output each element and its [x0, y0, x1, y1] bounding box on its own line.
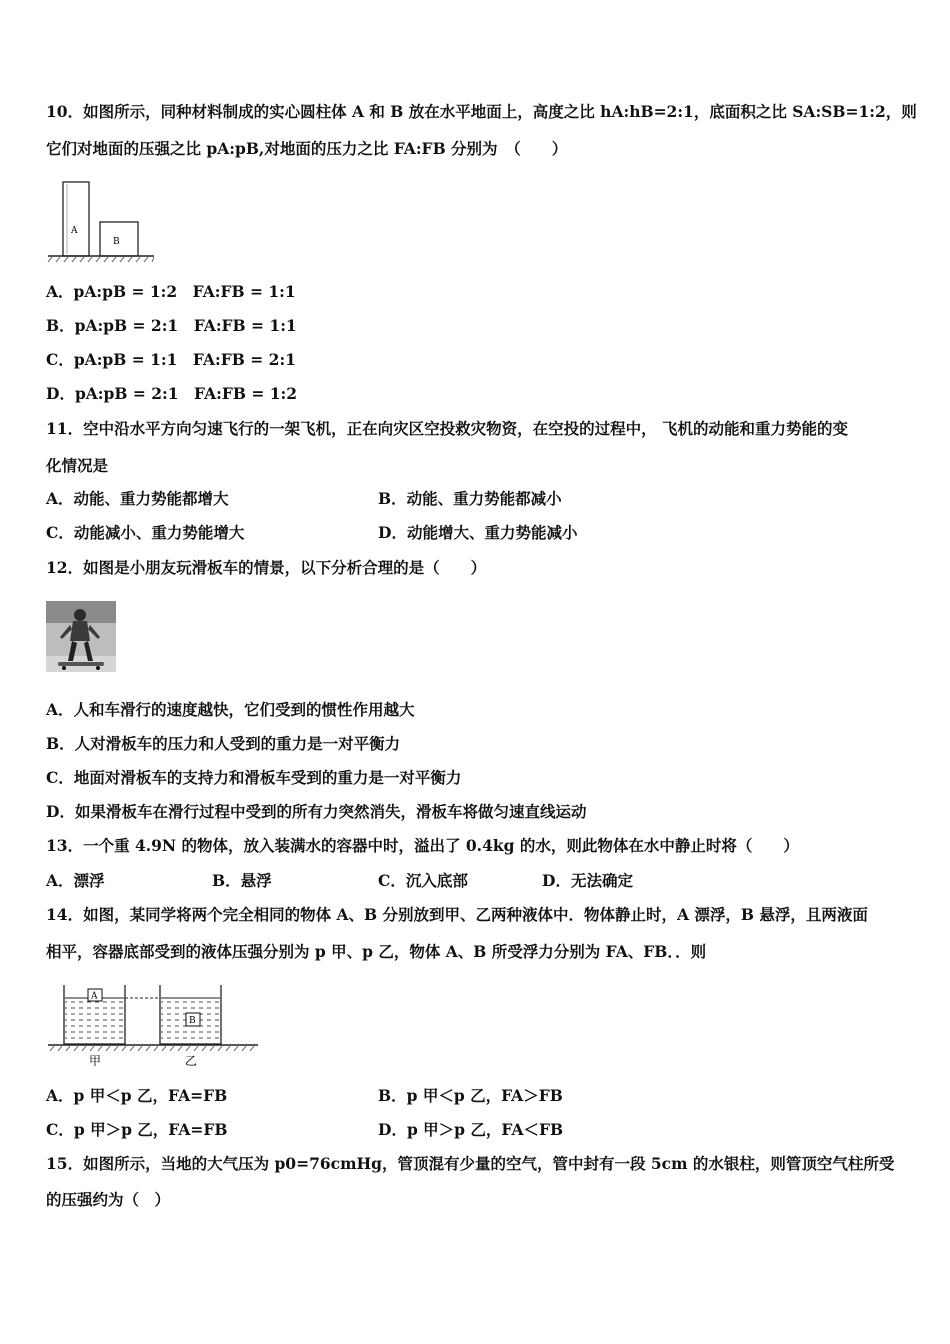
q11-option-b: B．动能、重力势能都减小 [378, 489, 562, 508]
q10-option-c: C．pA:pB = 1:1 FA:FB = 2:1 [46, 350, 296, 369]
skateboard-photo [46, 601, 116, 672]
q13-option-d: D．无法确定 [542, 871, 633, 890]
q12-option-b: B．人对滑板车的压力和人受到的重力是一对平衡力 [46, 734, 401, 753]
q11-stem-line1: 11．空中沿水平方向匀速飞行的一架飞机，正在向灾区空投救灾物资，在空投的过程中， 飞机的动能和重力势能的变 [46, 419, 848, 438]
q12-option-a: A．人和车滑行的速度越快，它们受到的惯性作用越大 [46, 700, 415, 719]
q15-stem-line2: 的压强约为（ ） [46, 1190, 171, 1209]
q11-option-d: D．动能增大、重力势能减小 [378, 523, 578, 542]
container-jia-label: 甲 [89, 1054, 102, 1068]
q13-option-c: C．沉入底部 [378, 871, 468, 890]
object-a-label: A [91, 991, 98, 1002]
cylinder-b-label: B [113, 237, 120, 247]
object-b-label: B [189, 1016, 196, 1026]
q10-option-a: A．pA:pB = 1:2 FA:FB = 1:1 [46, 282, 296, 301]
q14-stem-line1: 14．如图，某同学将两个完全相同的物体 A、B 分别放到甲、乙两种液体中．物体静止时，A 漂浮，B 悬浮，且两液面 [46, 905, 868, 924]
q10-stem-line2: 它们对地面的压强之比 pA:pB,对地面的压力之比 FA:FB 分别为 （ ） [46, 139, 568, 158]
q13-stem-line1: 13．一个重 4.9N 的物体，放入装满水的容器中时，溢出了 0.4kg 的水，则此物体在水中静止时将（ ） [46, 836, 799, 855]
q13-option-a: A．漂浮 [46, 871, 105, 890]
q11-option-c: C．动能减小、重力势能增大 [46, 523, 245, 542]
q13-option-b: B．悬浮 [212, 871, 272, 890]
q14-option-b: B．p 甲＜p 乙，FA＞FB [378, 1086, 563, 1105]
q14-stem-line2: 相平，容器底部受到的液体压强分别为 p 甲、p 乙，物体 A、B 所受浮力分别为 FA、FB．．则 [46, 942, 707, 961]
q10-option-d: D．pA:pB = 2:1 FA:FB = 1:2 [46, 384, 298, 403]
cylinder-a-label: A [71, 226, 78, 236]
q11-option-a: A．动能、重力势能都增大 [46, 489, 229, 508]
q12-stem-line1: 12．如图是小朋友玩滑板车的情景，以下分析合理的是（ ） [46, 558, 487, 577]
q14-option-d: D．p 甲＞p 乙，FA＜FB [378, 1120, 564, 1139]
q12-option-c: C．地面对滑板车的支持力和滑板车受到的重力是一对平衡力 [46, 768, 462, 787]
q11-stem-line2: 化情况是 [46, 456, 109, 475]
q12-option-d: D．如果滑板车在滑行过程中受到的所有力突然消失，滑板车将做匀速直线运动 [46, 802, 587, 821]
q15-stem-line1: 15．如图所示，当地的大气压为 p0=76cmHg，管顶混有少量的空气，管中封有一段 5cm 的水银柱，则管顶空气柱所受 [46, 1154, 895, 1173]
q14-containers-figure [46, 981, 260, 1069]
q10-stem-line1: 10．如图所示，同种材料制成的实心圆柱体 A 和 B 放在水平地面上，高度之比 hA:hB=2:1，底面积之比 SA:SB=1:2，则 [46, 102, 917, 121]
container-yi-label: 乙 [185, 1054, 198, 1068]
q14-option-a: A．p 甲＜p 乙，FA=FB [46, 1086, 228, 1105]
q10-cylinder-figure [46, 178, 158, 262]
liquid-jia [65, 998, 124, 1043]
q14-option-c: C．p 甲＞p 乙，FA=FB [46, 1120, 228, 1139]
q10-option-b: B．pA:pB = 2:1 FA:FB = 1:1 [46, 316, 297, 335]
